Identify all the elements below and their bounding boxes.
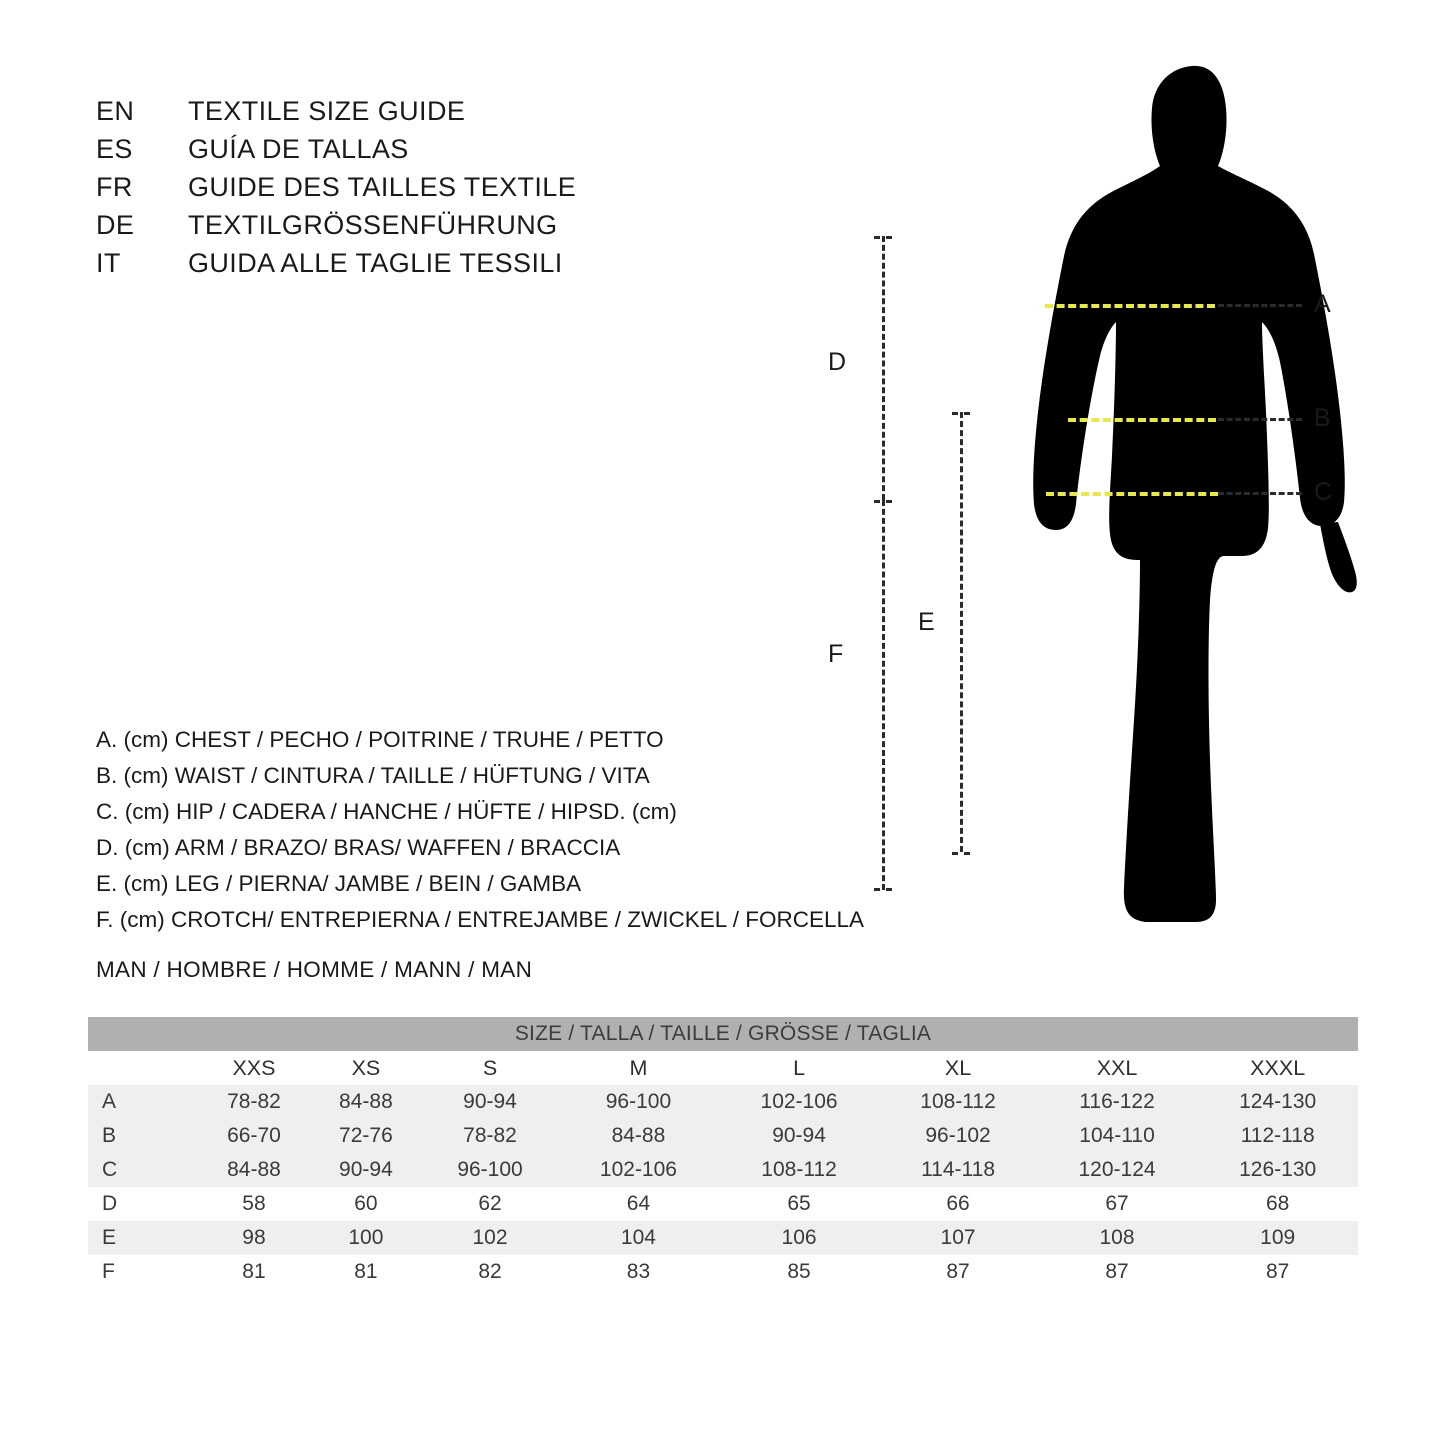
leg-bracket-line [960, 412, 963, 852]
title-text: TEXTILE SIZE GUIDE [188, 96, 466, 126]
table-cell: 87 [879, 1255, 1036, 1289]
title-block [96, 92, 736, 282]
table-cell: 96-102 [879, 1119, 1036, 1153]
table-cell: 84-88 [198, 1153, 310, 1187]
hip-measure-line [1046, 492, 1218, 496]
leg-bracket-cap-bottom [952, 852, 970, 855]
legend-item: B. (cm) WAIST / CINTURA / TAILLE / HÜFTUNG / VITA [96, 763, 650, 788]
legend-block [96, 722, 886, 938]
title-lang: FR [96, 172, 133, 202]
waist-leader-line [1218, 418, 1302, 421]
table-cell: 84-88 [310, 1085, 422, 1119]
title-lang: DE [96, 210, 135, 240]
table-row [88, 1119, 1358, 1153]
table-cell: 81 [198, 1255, 310, 1289]
table-band-label: SIZE / TALLA / TAILLE / GRÖSSE / TAGLIA [88, 1017, 1358, 1051]
mark-e-label: E [918, 608, 935, 636]
table-cell: 112-118 [1197, 1119, 1358, 1153]
table-corner-cell [88, 1051, 198, 1085]
column-header: XXL [1037, 1051, 1198, 1085]
table-cell: 83 [558, 1255, 719, 1289]
table-row [88, 1085, 1358, 1119]
table-cell: 98 [198, 1221, 310, 1255]
table-cell: 104-110 [1037, 1119, 1198, 1153]
table-cell: 87 [1197, 1255, 1358, 1289]
column-header: S [422, 1051, 558, 1085]
table-row [88, 1153, 1358, 1187]
table-cell: 78-82 [198, 1085, 310, 1119]
title-text: GUIDE DES TAILLES TEXTILE [188, 172, 577, 202]
table-band-row [88, 1017, 1358, 1051]
chest-leader-line [1218, 304, 1302, 307]
table-cell: 102-106 [558, 1153, 719, 1187]
table-cell: 120-124 [1037, 1153, 1198, 1187]
column-header: XL [879, 1051, 1036, 1085]
title-text: TEXTILGRÖSSENFÜHRUNG [188, 210, 558, 240]
table-cell: 81 [310, 1255, 422, 1289]
legend-item: F. (cm) CROTCH/ ENTREPIERNA / ENTREJAMBE / ZWICKEL / FORCELLA [96, 907, 864, 932]
title-lang: EN [96, 96, 135, 126]
title-row [96, 168, 736, 206]
legend-item: A. (cm) CHEST / PECHO / POITRINE / TRUHE / PETTO [96, 727, 664, 752]
mark-a-label: A [1314, 290, 1331, 318]
table-row [88, 1221, 1358, 1255]
title-lang: ES [96, 134, 133, 164]
legend-item: C. (cm) HIP / CADERA / HANCHE / HÜFTE / HIPSD. (cm) [96, 799, 677, 824]
mark-f-label: F [828, 640, 844, 668]
table-cell: 85 [719, 1255, 880, 1289]
table-cell: 102-106 [719, 1085, 880, 1119]
table-row [88, 1255, 1358, 1289]
table-cell: 126-130 [1197, 1153, 1358, 1187]
hip-leader-line [1218, 492, 1302, 495]
title-text: GUIDA ALLE TAGLIE TESSILI [188, 248, 563, 278]
table-cell: 90-94 [719, 1119, 880, 1153]
arm-bracket-cap-top [874, 236, 892, 239]
title-text: GUÍA DE TALLAS [188, 134, 409, 164]
mark-d-label: D [828, 348, 847, 376]
mark-c-label: C [1314, 478, 1333, 506]
table-cell: 84-88 [558, 1119, 719, 1153]
table-cell: 58 [198, 1187, 310, 1221]
row-label: C [88, 1153, 198, 1187]
table-cell: 96-100 [422, 1153, 558, 1187]
title-lang: IT [96, 248, 121, 278]
table-cell: 100 [310, 1221, 422, 1255]
table-cell: 65 [719, 1187, 880, 1221]
legend-item: D. (cm) ARM / BRAZO/ BRAS/ WAFFEN / BRACCIA [96, 835, 621, 860]
table-cell: 108 [1037, 1221, 1198, 1255]
table-cell: 82 [422, 1255, 558, 1289]
table-cell: 90-94 [422, 1085, 558, 1119]
table-cell: 67 [1037, 1187, 1198, 1221]
size-table-wrapper [88, 1017, 1358, 1289]
waist-measure-line [1068, 418, 1216, 422]
table-cell: 107 [879, 1221, 1036, 1255]
table-cell: 64 [558, 1187, 719, 1221]
row-label: E [88, 1221, 198, 1255]
arm-bracket-line [882, 236, 885, 500]
table-cell: 96-100 [558, 1085, 719, 1119]
row-label: D [88, 1187, 198, 1221]
column-header: XXS [198, 1051, 310, 1085]
row-label: A [88, 1085, 198, 1119]
size-table [88, 1017, 1358, 1289]
table-cell: 108-112 [879, 1085, 1036, 1119]
table-cell: 72-76 [310, 1119, 422, 1153]
column-header: L [719, 1051, 880, 1085]
table-cell: 87 [1037, 1255, 1198, 1289]
legend-item: E. (cm) LEG / PIERNA/ JAMBE / BEIN / GAMBA [96, 871, 582, 896]
row-label: F [88, 1255, 198, 1289]
table-cell: 104 [558, 1221, 719, 1255]
table-cell: 106 [719, 1221, 880, 1255]
chest-measure-line [1045, 304, 1215, 308]
table-header-row [88, 1051, 1358, 1085]
table-cell: 66 [879, 1187, 1036, 1221]
table-cell: 114-118 [879, 1153, 1036, 1187]
leg-bracket-cap-top [952, 412, 970, 415]
title-row [96, 130, 736, 168]
mark-b-label: B [1314, 404, 1331, 432]
column-header: XS [310, 1051, 422, 1085]
title-row [96, 92, 736, 130]
column-header: M [558, 1051, 719, 1085]
table-row [88, 1187, 1358, 1221]
table-cell: 116-122 [1037, 1085, 1198, 1119]
table-cell: 68 [1197, 1187, 1358, 1221]
column-header: XXXL [1197, 1051, 1358, 1085]
measurement-figure [828, 60, 1400, 960]
table-cell: 102 [422, 1221, 558, 1255]
table-cell: 66-70 [198, 1119, 310, 1153]
table-cell: 109 [1197, 1221, 1358, 1255]
table-cell: 124-130 [1197, 1085, 1358, 1119]
title-row [96, 244, 736, 282]
title-row [96, 206, 736, 244]
table-cell: 108-112 [719, 1153, 880, 1187]
table-cell: 62 [422, 1187, 558, 1221]
row-label: B [88, 1119, 198, 1153]
table-cell: 78-82 [422, 1119, 558, 1153]
table-cell: 60 [310, 1187, 422, 1221]
table-cell: 90-94 [310, 1153, 422, 1187]
gender-label: MAN / HOMBRE / HOMME / MANN / MAN [96, 957, 533, 982]
